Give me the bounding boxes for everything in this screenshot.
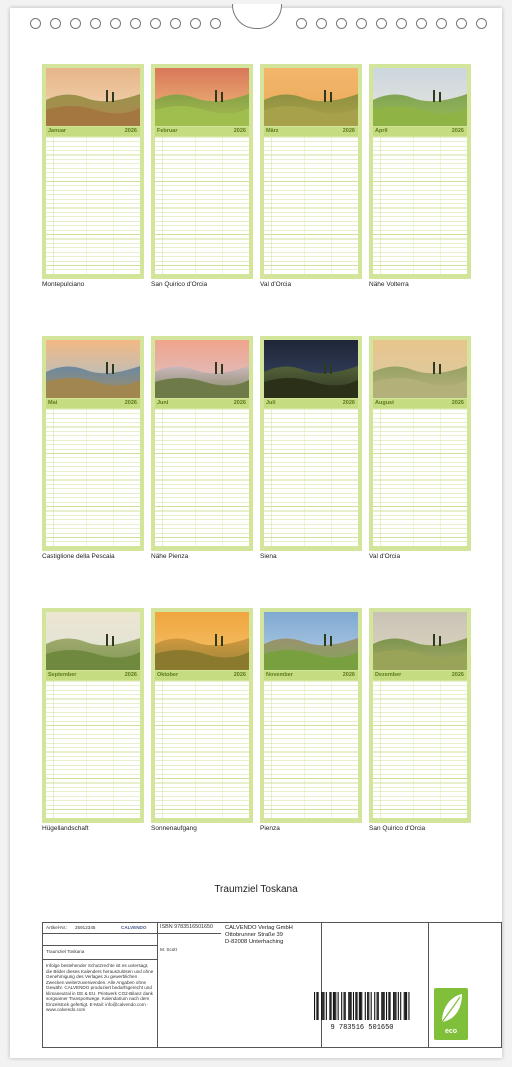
eco-text: eco <box>444 1028 458 1035</box>
barcode-bar <box>394 992 395 1020</box>
binding-hole <box>210 18 221 29</box>
day-grid <box>264 409 358 546</box>
day-grid <box>264 681 358 818</box>
binding-hole <box>356 18 367 29</box>
article-number: 25912345 <box>75 925 96 930</box>
month-header <box>155 671 249 680</box>
month-page-juli <box>260 336 362 551</box>
month-header <box>373 671 467 680</box>
binding-hole <box>70 18 81 29</box>
day-grid <box>155 409 249 546</box>
binding-hole <box>90 18 101 29</box>
month-name: September <box>48 672 77 678</box>
barcode-bar <box>361 992 362 1020</box>
publisher-line-3: D-82008 Unterhaching <box>225 939 284 945</box>
barcode-bar <box>318 992 319 1020</box>
month-name: Mai <box>48 400 58 406</box>
binding-hole <box>416 18 427 29</box>
month-header <box>373 399 467 408</box>
barcode-bar <box>344 992 345 1020</box>
month-page-februar <box>151 64 253 279</box>
barcode-bar <box>338 992 339 1020</box>
photo-caption: San Quirico d'Orcia <box>151 281 208 288</box>
month-header <box>46 399 140 408</box>
month-year: 2026 <box>124 672 137 678</box>
barcode-bar <box>341 992 342 1020</box>
isbn: ISBN 9783516501650 <box>160 924 214 930</box>
binding-hole <box>30 18 41 29</box>
publisher-line-1: CALVENDO Verlag GmbH <box>225 925 293 931</box>
month-name: März <box>266 128 279 134</box>
month-year: 2026 <box>342 128 355 134</box>
binding-hole <box>190 18 201 29</box>
photo-caption: Siena <box>260 553 277 560</box>
day-grid <box>373 137 467 274</box>
barcode-bar <box>365 992 366 1020</box>
barcode-bar <box>334 992 335 1020</box>
day-grid <box>264 137 358 274</box>
month-header <box>264 671 358 680</box>
month-page-juni <box>151 336 253 551</box>
month-name: April <box>375 128 388 134</box>
landscape-photo <box>373 340 467 398</box>
barcode-bar <box>368 992 369 1020</box>
month-year: 2026 <box>451 400 464 406</box>
month-page-dezember <box>369 608 471 823</box>
barcode-bar <box>395 992 396 1020</box>
landscape-photo <box>264 340 358 398</box>
calendar-sheet <box>10 8 502 1058</box>
landscape-photo <box>155 340 249 398</box>
month-year: 2026 <box>451 128 464 134</box>
day-grid <box>46 409 140 546</box>
photo-caption: Pienza <box>260 825 280 832</box>
month-header <box>264 127 358 136</box>
month-header <box>155 127 249 136</box>
month-year: 2026 <box>233 400 246 406</box>
day-grid <box>373 409 467 546</box>
month-header <box>46 127 140 136</box>
eco-label <box>434 988 468 1040</box>
article-label: Artikel-Nr.: <box>46 925 68 930</box>
barcode-bar <box>316 992 317 1020</box>
month-year: 2026 <box>342 672 355 678</box>
binding-hole <box>456 18 467 29</box>
barcode-bar <box>323 992 324 1020</box>
landscape-photo <box>264 68 358 126</box>
day-grid <box>373 681 467 818</box>
legal-text: Infolge bestehender Schutzrechte ist es untersagt, die Bilder dieses Kalenders herauszulösen und ohne Genehmigung des Verlages zu gewerblichen Zwecken weiterzuverwenden. Alle Angaben ohne Gewähr. CALVENDO produziert bedarfsgerecht und klimaneutral in DE & EU. Printwerk CO2-Bilanz dank sorgsamer Transportwege. Kalendarium nach dem Einzelstück gefertigt. E-Mail: info@calvendo.com · www.calvendo.com <box>46 963 154 1012</box>
day-grid <box>155 681 249 818</box>
publisher-line-2: Ottobrunner Straße 39 <box>225 932 284 938</box>
photo-caption: Montepulciano <box>42 281 85 288</box>
barcode-bar <box>351 992 352 1020</box>
month-header <box>373 127 467 136</box>
product-name: Traumziel Toskana <box>46 949 85 954</box>
photo-caption: Castiglione della Pescaia <box>42 553 115 560</box>
photo-caption: Nähe Pienza <box>151 553 189 560</box>
photo-caption: Sonnenaufgang <box>151 825 197 832</box>
imprint-box <box>42 922 502 1048</box>
barcode-bar <box>353 992 354 1020</box>
month-page-april <box>369 64 471 279</box>
month-page-januar <box>42 64 144 279</box>
barcode-bar <box>349 992 350 1020</box>
barcode-bar <box>384 992 385 1020</box>
barcode-bar <box>404 992 405 1020</box>
barcode-digits: 9 783516 501650 <box>330 1024 394 1030</box>
barcode-bar <box>381 992 382 1020</box>
landscape-photo <box>46 68 140 126</box>
barcode-bar <box>398 992 399 1020</box>
barcode-bar <box>333 992 334 1020</box>
photo-caption: Nähe Volterra <box>369 281 409 288</box>
barcode-bar <box>378 992 379 1020</box>
binding-hole <box>376 18 387 29</box>
landscape-photo <box>264 612 358 670</box>
barcode-bar <box>382 992 383 1020</box>
month-name: Dezember <box>375 672 402 678</box>
binding-hole <box>436 18 447 29</box>
barcode-bar <box>388 992 389 1020</box>
month-page-märz <box>260 64 362 279</box>
month-page-november <box>260 608 362 823</box>
landscape-photo <box>46 612 140 670</box>
author-name: M. Scott <box>160 947 177 952</box>
ean-barcode <box>310 990 414 1030</box>
binding-hole <box>476 18 487 29</box>
barcode-bar <box>331 992 332 1020</box>
barcode-bar <box>400 992 401 1020</box>
month-year: 2026 <box>124 400 137 406</box>
month-header <box>46 671 140 680</box>
barcode-bar <box>356 992 357 1020</box>
barcode-bar <box>355 992 356 1020</box>
month-name: Juli <box>266 400 276 406</box>
barcode-bar <box>335 992 336 1020</box>
barcode-bar <box>329 992 330 1020</box>
barcode-bar <box>408 992 409 1020</box>
month-name: August <box>375 400 394 406</box>
barcode-bar <box>360 992 361 1020</box>
barcode-bar <box>377 992 378 1020</box>
month-year: 2026 <box>124 128 137 134</box>
month-name: Oktober <box>157 672 179 678</box>
binding-hole <box>150 18 161 29</box>
landscape-photo <box>155 612 249 670</box>
binding-hole <box>396 18 407 29</box>
binding-hole <box>50 18 61 29</box>
barcode-bar <box>405 992 406 1020</box>
barcode-bar <box>406 992 407 1020</box>
month-page-august <box>369 336 471 551</box>
barcode-bar <box>393 992 394 1020</box>
landscape-photo <box>46 340 140 398</box>
month-year: 2026 <box>233 672 246 678</box>
barcode-bar <box>390 992 391 1020</box>
month-header <box>264 399 358 408</box>
month-year: 2026 <box>342 400 355 406</box>
calendar-title: Traumziel Toskana <box>214 884 298 895</box>
binding-hole <box>130 18 141 29</box>
binding-hole <box>336 18 347 29</box>
barcode-bar <box>322 992 323 1020</box>
month-name: Februar <box>157 128 178 134</box>
day-grid <box>46 681 140 818</box>
day-grid <box>155 137 249 274</box>
month-page-oktober <box>151 608 253 823</box>
binding-hole <box>110 18 121 29</box>
month-page-september <box>42 608 144 823</box>
calvendo-logo: CALVENDO <box>121 925 147 930</box>
photo-caption: Val d'Orcia <box>369 553 401 560</box>
binding-hole <box>316 18 327 29</box>
barcode-bar <box>326 992 327 1020</box>
month-name: Juni <box>157 400 169 406</box>
landscape-photo <box>373 68 467 126</box>
month-year: 2026 <box>451 672 464 678</box>
barcode-bar <box>371 992 372 1020</box>
binding-hole <box>170 18 181 29</box>
month-year: 2026 <box>233 128 246 134</box>
barcode-bar <box>367 992 368 1020</box>
landscape-photo <box>373 612 467 670</box>
photo-caption: San Quirico d'Orcia <box>369 825 426 832</box>
photo-caption: Hügellandschaft <box>42 825 89 832</box>
photo-caption: Val d'Orcia <box>260 281 292 288</box>
month-name: Januar <box>48 128 67 134</box>
barcode-bar <box>321 992 322 1020</box>
landscape-photo <box>155 68 249 126</box>
binding-hole <box>296 18 307 29</box>
barcode-bar <box>374 992 375 1020</box>
barcode-bar <box>386 992 387 1020</box>
barcode-bar <box>345 992 346 1020</box>
month-header <box>155 399 249 408</box>
barcode-bar <box>314 992 315 1020</box>
month-page-mai <box>42 336 144 551</box>
month-name: November <box>266 672 293 678</box>
day-grid <box>46 137 140 274</box>
barcode-bar <box>359 992 360 1020</box>
barcode-bar <box>348 992 349 1020</box>
